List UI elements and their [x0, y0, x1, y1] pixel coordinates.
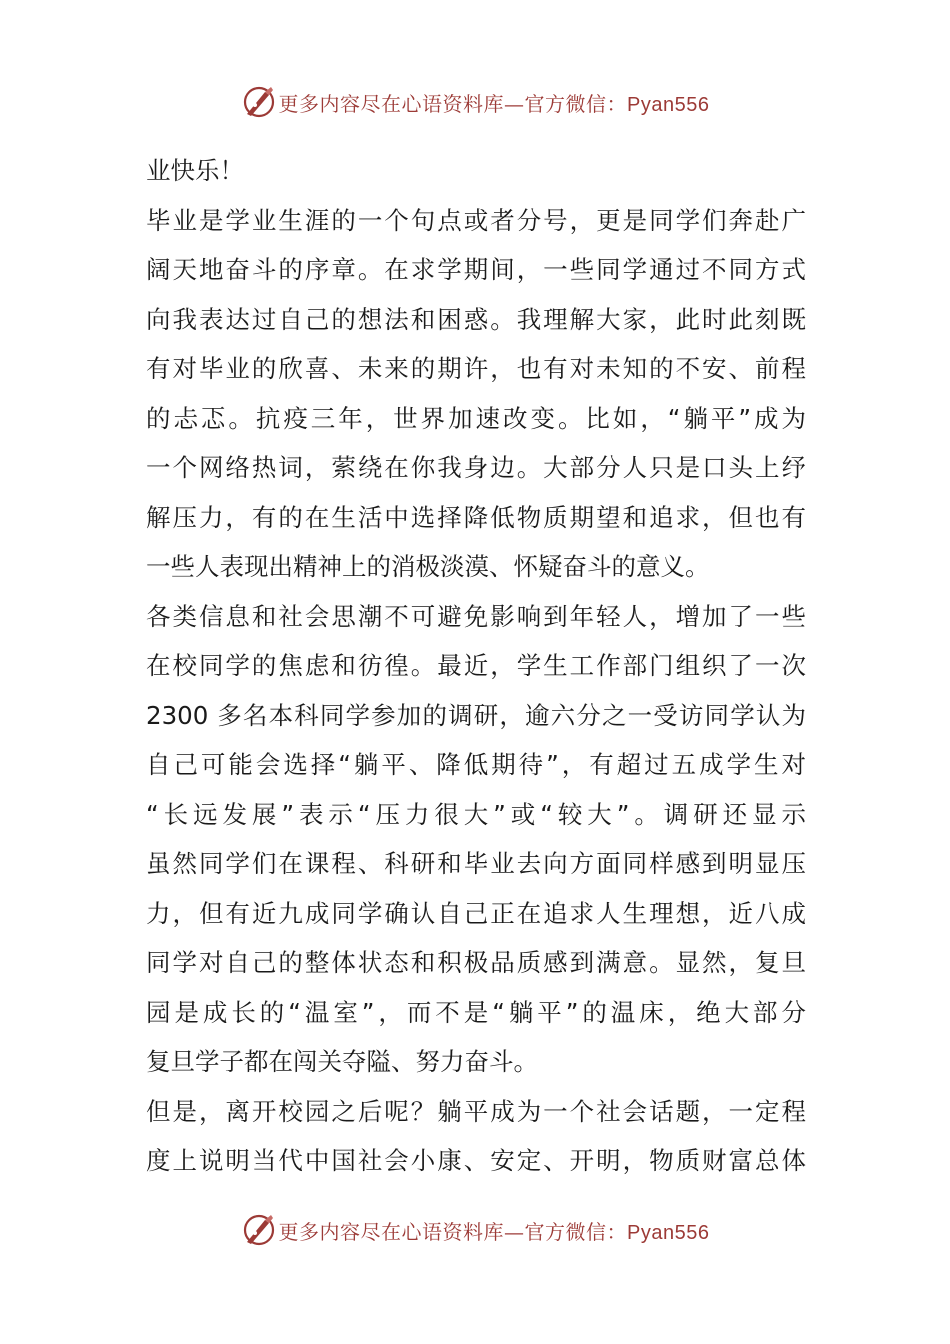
text-line: 但是，离开校园之后呢？躺平成为一个社会话题，一定程 — [146, 1096, 806, 1126]
text-line: 在校同学的焦虑和彷徨。最近，学生工作部门组织了一次 — [146, 651, 806, 680]
text-line: 毕业是学业生涯的一个句点或者分号，更是同学们奔赴广 — [146, 205, 806, 235]
text-line: “长远发展”表示“压力很大”或“较大”。调研还显示 — [146, 799, 806, 829]
footer-watermark — [0, 1208, 950, 1252]
text-line: 度上说明当代中国社会小康、安定、开明，物质财富总体 — [146, 1146, 806, 1175]
text-line: 虽然同学们在课程、科研和毕业去向方面同样感到明显压 — [146, 849, 806, 878]
text-line: 向我表达过自己的想法和困惑。我理解大家，此时此刻既 — [146, 304, 806, 334]
text-line: 业快乐！ — [146, 156, 244, 185]
text-line: 自己可能会选择“躺平、降低期待”，有超过五成学生对 — [146, 750, 806, 779]
text-line: 力，但有近九成同学确认自己正在追求人生理想，近八成 — [146, 898, 806, 928]
text-line: 复旦学子都在闯关夺隘、努力奋斗。 — [146, 1047, 538, 1076]
text-line: 一些人表现出精神上的消极淡漠、怀疑奋斗的意义。 — [146, 552, 710, 581]
pen-logo-icon — [241, 84, 277, 120]
watermark-text: 更多内容尽在心语资料库—官方微信：Pyan556 — [278, 91, 710, 116]
wechat-id: Pyan556 — [627, 1221, 710, 1244]
text-line: 园是成长的“温室”，而不是“躺平”的温床，绝大部分 — [146, 997, 806, 1027]
text-line: 一个网络热词，萦绕在你我身边。大部分人只是口头上纾 — [146, 453, 806, 482]
text-line: 有对毕业的欣喜、未来的期许，也有对未知的不安、前程 — [146, 354, 806, 383]
watermark-text: 更多内容尽在心语资料库—官方微信：Pyan556 — [278, 1219, 710, 1244]
pen-logo-icon — [241, 1212, 277, 1248]
article-body — [146, 146, 806, 1186]
text-line: 同学对自己的整体状态和积极品质感到满意。显然，复旦 — [146, 948, 806, 977]
text-line: 阔天地奋斗的序章。在求学期间，一些同学通过不同方式 — [146, 255, 806, 284]
text-line: 2300 多名本科同学参加的调研，逾六分之一受访同学认为 — [146, 700, 806, 730]
text-line: 解压力，有的在生活中选择降低物质期望和追求，但也有 — [146, 502, 806, 532]
wechat-id: Pyan556 — [627, 93, 710, 116]
header-watermark — [0, 80, 950, 124]
text-line: 各类信息和社会思潮不可避免影响到年轻人，增加了一些 — [146, 601, 806, 631]
text-line: 的忐忑。抗疫三年，世界加速改变。比如，“躺平”成为 — [146, 403, 806, 433]
